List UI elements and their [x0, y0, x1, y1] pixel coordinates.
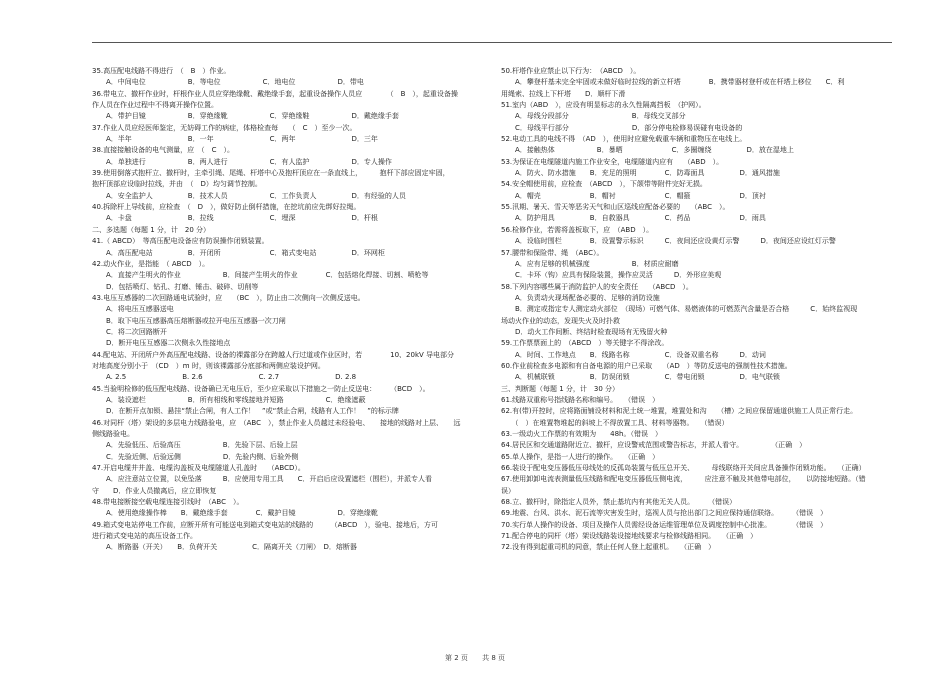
text-line: A．防火、防水措施 B．充足的照明 C．防毒面具 D．通风措施	[501, 169, 780, 178]
text-line: 56.检修作业，若需将盖板取下，应 （ABD ）。	[501, 225, 654, 234]
text-line: A．单独进行 B．两人进行 C．有人监护 D．专人操作	[92, 157, 392, 166]
page-footer	[0, 653, 950, 663]
text-line: 46.对同杆（塔）架设的多层电力线路验电，应 （ABC ），禁止作业人员越过未经验电、 接地的线路对上层、 远	[92, 418, 461, 427]
text-line: 70.实行单人操作的设备、项目及操作人员需经设备运维管理单位及调度控制中心批准。 （错误 ）	[501, 520, 828, 529]
text-line: A．攀登杆基未完全牢固或未做好临时拉线的新立杆塔 B．携带器材登杆或在杆塔上移位 C．利	[501, 78, 845, 87]
text-line: C．先验近侧、后验远侧 D．先验内侧、后验外侧	[92, 452, 299, 461]
text-line: 36.带电立、撤杆作业时，杆根作业人员应穿绝缘靴、戴绝缘手套，起重设备操作人员应 （ B ），起重设备操	[92, 89, 458, 98]
text-line: 侧线路验电。	[92, 430, 134, 438]
text-line: D．断开电压互感器二次侧永久性接地点	[92, 339, 231, 348]
text-line: 45.当验明检修的低压配电线路、设备确已无电压后，至少应采取以下措施之一防止反送电： （BCD ）。	[92, 384, 430, 393]
text-line: A．带护目镜 B．穿绝缘靴 C．穿绝缘鞋 D．戴绝缘手套	[92, 112, 399, 121]
text-line: 误）	[501, 486, 515, 495]
text-line: D．在断开点加锁、悬挂“禁止合闸，有人工作！ ”或“禁止合闸，线路有人工作！ ”的标示牌	[92, 407, 399, 416]
text-line: C．将二次回路断开	[92, 327, 167, 336]
text-line: 68.立、撤杆时，除指定人员外，禁止基坑内有其他无关人员。 （错误）	[501, 498, 737, 507]
text-line: A．装设遮栏 B．所有相线和零线接地并短路 C．绝缘遮蔽	[92, 395, 366, 404]
text-line: 57.腰带和保险带、绳 （ABC）。	[501, 248, 604, 257]
text-line: 35.高压配电线路不得进行 （ B ）作业。	[92, 67, 231, 75]
text-line: A．接触热体 B．暴晒 C．多圈缠绕 D．放在湿地上	[501, 146, 794, 155]
text-line: A．母线分段部分 B．母线交叉部分	[501, 112, 686, 121]
text-line: A．负责动火现场配备必要的、足够的消防设施	[501, 293, 660, 302]
text-line: C．母线平行部分 D．部分停电检修易误碰有电设备的	[501, 123, 743, 132]
page-total: 共 8 页	[482, 654, 506, 662]
text-line: 对地高度分别小于 （CD ）m 时，则该裸露部分底部和两侧应装设护网。	[92, 361, 325, 370]
text-line: A．先验低压、后验高压 B．先验下层、后验上层	[92, 441, 298, 450]
text-line: B．测定或指定专人测定动火部位 （现场）可燃气体、易燃液体的可燃蒸汽含量是否合格 C．始终监视现	[501, 305, 858, 314]
text-line: 50.杆塔作业应禁止以下行为： （ABCD ）。	[501, 67, 641, 75]
text-line: 65.单人操作，是指一人进行的操作。 （正确 ）	[501, 452, 660, 461]
text-line: 41.（ ABCD） 等高压配电设备应有防误操作闭锁装置。	[92, 237, 269, 246]
text-line: A．应有足够的机械强度 B．材质应耐磨	[501, 259, 679, 268]
text-line: 49.箱式变电站停电工作前，应断开所有可能送电到箱式变电站的线路的 （ABCD ），验电、接地后，方可	[92, 520, 438, 529]
text-line: 48.带电接断接空载电缆连接引线时 （ABC ）。	[92, 498, 244, 507]
text-line: A．卡盘 B．拉线 C．埋深 D．杆根	[92, 214, 378, 223]
text-line: A．机械联锁 B．防误闭锁 C．带电闭锁 D．电气联锁	[501, 373, 780, 382]
text-line: 场动火作业的动态，发现失火及时扑救	[501, 316, 620, 325]
text-line: 71.配合停电的同杆（塔）架设线路装设接地线要求与检修线路相同。 （正确 ）	[501, 532, 758, 541]
text-line: 43.电压互感器的二次回路通电试验时，应 （BC ），防止由二次侧向一次侧反送电。	[92, 293, 365, 302]
text-line: 51.室内（ABD ），应设有明显标志的永久性隔离挡板 （护网）。	[501, 101, 706, 110]
text-line: 40.拆除杆上导线前，应检查 （ D ），做好防止倒杆措施，在挖坑前应先绑好拉绳。	[92, 203, 361, 212]
text-line: 54.安全帽使用前，应检查 （ABCD ），下颌带等附件完好无损。	[501, 180, 707, 189]
text-line: 抱杆顶部应设临时拉线，并由 （ D）均匀调节控制。	[92, 180, 262, 189]
text-line: A．安全监护人 B．技术人员 C．工作负责人 D．有经验的人员	[92, 191, 406, 200]
text-line: 58.下列内容哪些属于消防监护人的安全责任 （ABCD ）。	[501, 282, 693, 291]
text-line: 66.装设于配电变压器低压母线处的反孤岛装置与低压总开关、 母线联络开关间应具备操作闭锁功能。 （正确）	[501, 464, 866, 473]
text-line: 37.作业人员应经医师鉴定，无妨碍工作的病症，体格检查每 （ C ）至少一次。	[92, 123, 357, 132]
text-line: A．直接产生明火的作业 B．间接产生明火的作业 C．包括熔化焊接、切割、喷枪等	[92, 271, 429, 280]
text-line: 61.线路双重称号指线路名称和编号。 （错误 ）	[501, 395, 660, 404]
text-line: 53.为保证在电缆隧道内施工作业安全，电缆隧道内应有 （ABD ）。	[501, 157, 724, 166]
text-line: 60.作业前检查多电源和有自备电源的用户已采取 （AD ）等防反送电的强制性技术措施。	[501, 361, 792, 370]
text-line: A．中间电位 B．等电位 C．地电位 D．带电	[92, 78, 364, 87]
right-column	[501, 66, 893, 554]
text-line: A．半年 B．一年 C．两年 D．三年	[92, 135, 378, 144]
text-line: A．将电压互感器送电	[92, 305, 174, 314]
text-line: 守 D．作业人员撤离后，应立即恢复	[92, 486, 217, 495]
text-line: 38.直接接触设备的电气测量，应 （ C ）。	[92, 146, 235, 155]
text-line: 64.居民区和交通道路附近立、撤杆，应设警戒范围或警告标志，并派人看守。 （正确 ）	[501, 441, 807, 450]
text-line: A. 2.5 B. 2.6 C. 2.7 D. 2.8	[92, 373, 357, 382]
text-line: 63.一级动火工作票的有效期为 48h。（错误 ）	[501, 430, 662, 438]
text-line: D．动火工作间断、终结时检查现场有无残留火种	[501, 327, 668, 336]
text-line: A．帽壳 B．帽衬 C．帽箍 D．顶衬	[501, 191, 766, 200]
header-rule	[92, 42, 892, 43]
text-line: 44.配电站、开闭所户外高压配电线路、设备的裸露部分在跨越人行过道或作业区时，若 10、20kV 导电部分	[92, 350, 455, 359]
text-line: 二、多选题（每题 1 分，计 20 分）	[92, 225, 211, 234]
text-line: D．包括喷灯、钻孔、打磨、锤击、破碎、切削等	[92, 282, 259, 291]
text-line: A．应注意站立位置，以免坠落 B．应使用专用工具 C．开启后应设置遮栏（围栏），并派专人看	[92, 475, 432, 484]
text-line: 47.开启电缆井井盖、电缆沟盖板及电缆隧道人孔盖时 （ABCD）。	[92, 464, 305, 473]
text-line: A．防护用具 B．自救器具 C．药品 D．雨具	[501, 214, 766, 223]
text-line: 69.地震、台风、洪水、泥石流等灾害发生时，巡视人员与抢出部门之间应保持通信联络。 （错误 ）	[501, 509, 828, 518]
text-line: 59.工作票票面上的 （ABCD ）等关键字不得涂改。	[501, 339, 669, 348]
text-line: 39.使用倒落式抱杆立、撤杆时，主牵引绳、尾绳、杆塔中心及抱杆顶应在一条直线上， 抱杆下部应固定牢固，	[92, 169, 450, 178]
text-line: A．时间、工作地点 B．线路名称 C．设备双重名称 D．动词	[501, 350, 766, 359]
text-line: C．卡环（钩）应具有保险装置，操作应灵活 D．外形应美观	[501, 271, 722, 280]
text-line: 进行箱式变电站的高压设备工作。	[92, 532, 197, 541]
text-line: 72.没有得到起重司机的同意，禁止任何人登上起重机。 （正确 ）	[501, 543, 716, 552]
text-line: 67.使用卸卸电流表测量低压线路和配电变压器低压侧电流， 应注意不触及其他带电部位， 以防接地短路。（错	[501, 475, 866, 484]
text-line: A．高压配电站 B．开闭所 C．箱式变电站 D．环网柜	[92, 248, 385, 257]
text-line: A．断路器（开关） B．负荷开关 C．隔离开关（刀闸） D．熔断器	[92, 543, 357, 552]
text-line: 62.有(带)开控时，应将路面铺设材料和泥土统一堆置，堆置处和沟 （槽）之间应保留通道供施工人员正常行走。	[501, 407, 858, 416]
text-line: 42.动火作业，是指能 （ ABCD ）。	[92, 259, 210, 268]
text-line: A．使用绝缘操作棒 B．戴绝缘手套 C．戴护目镜 D．穿绝缘靴	[92, 509, 378, 518]
text-line: 55.汛期、暑天、雪天等恶劣天气和山区巡线应配备必要的 （ABC ）。	[501, 203, 730, 212]
text-line: A．设临时围栏 B．设置警示标识 C．夜间还应设黄灯示警 D．夜间还应设红灯示警	[501, 237, 836, 246]
text-line: （ ）在堆置物堆起的斜坡上不得放置工具、材料等器物。 （错误）	[501, 418, 729, 427]
text-line: 三、判断题（每题 1 分，计 30 分）	[501, 384, 620, 393]
left-column	[92, 66, 488, 554]
text-line: 用绳索、拉线上下杆塔 D．顺杆下滑	[501, 89, 626, 98]
text-line: 作人员在作业过程中不得离开操作位置。	[92, 101, 218, 110]
text-line: B．取下电压互感器高压熔断器或拉开电压互感器一次刀闸	[92, 316, 286, 325]
text-line: 52.电动工具的电线不得 （AD ），使用时应避免载重车辆和重物压在电线上。	[501, 135, 747, 144]
page-number: 第 2 页	[444, 654, 468, 662]
